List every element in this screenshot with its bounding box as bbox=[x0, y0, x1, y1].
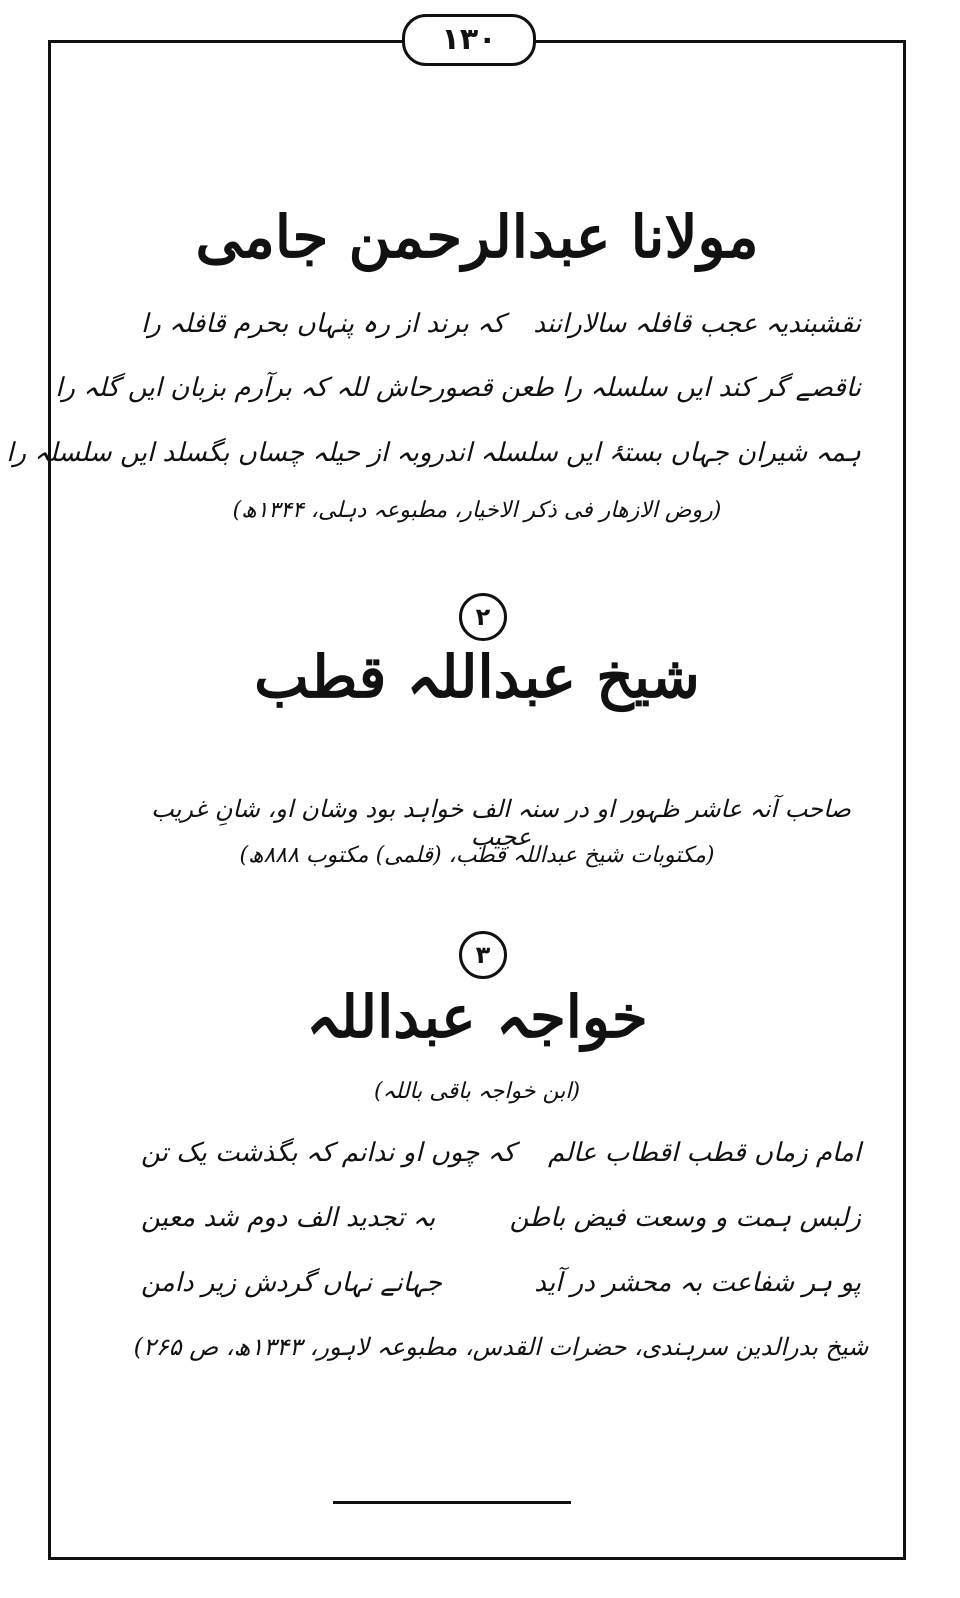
verse-hemistich-right: پو ہر شفاعت بہ محشر در آید bbox=[534, 1268, 861, 1298]
section-2-citation: (مکتوبات شیخ عبداللہ قطب، (قلمی) مکتوب ۸۸۸ھ) bbox=[239, 843, 715, 868]
verse-hemistich-right: امام زماں قطب اقطاب عالم bbox=[547, 1138, 861, 1168]
closing-divider bbox=[333, 1501, 571, 1504]
section-3-verse-2 bbox=[141, 1203, 861, 1247]
section-2-text: صاحب آنہ عاشر ظہور او در سنہ الف خواہد بود وشان او، شانِ غریب عجیب bbox=[151, 795, 851, 851]
verse-hemistich-left: کہ چوں او ندانم کہ بگذشت یک تن bbox=[141, 1138, 516, 1168]
section-1-citation: (روض الازھار فی ذکر الاخیار، مطبوعہ دہلی، ۱۳۴۴ھ) bbox=[232, 498, 722, 523]
page-number: ۱۳۰ bbox=[402, 14, 536, 66]
verse-hemistich-right: زلبس ہمت و وسعت فیض باطن bbox=[509, 1203, 861, 1233]
section-2-number: ۲ bbox=[459, 593, 507, 641]
section-3-verse-3 bbox=[141, 1268, 861, 1312]
page-frame bbox=[6, 40, 906, 1560]
section-3-number: ۳ bbox=[459, 931, 507, 979]
verse-hemistich-left: جہانے نہاں گردش زیر دامن bbox=[141, 1268, 442, 1298]
section-2-heading: شیخ عبداللہ قطب bbox=[254, 643, 700, 711]
section-1-heading: مولانا عبدالرحمن جامی bbox=[195, 203, 759, 271]
section-3-heading: خواجہ عبداللہ bbox=[306, 983, 648, 1051]
verse-hemistich-right: نقشبندیہ عجب قافلہ سالارانند bbox=[533, 309, 861, 339]
verse-hemistich-left: حاش للہ کہ برآرم بزبان ایں گلہ را bbox=[55, 373, 432, 403]
section-3-verse-1 bbox=[141, 1138, 861, 1182]
section-3-subtitle: (ابن خواجہ باقی باللہ) bbox=[373, 1079, 581, 1104]
verse-hemistich-left: کہ برند از رہ پنہاں بحرم قافلہ را bbox=[141, 309, 505, 339]
verse-hemistich-left: بہ تجدید الف دوم شد معین bbox=[141, 1203, 436, 1233]
verse-hemistich-right: ہمہ شیران جہاں بستۂ ایں سلسلہ اند bbox=[443, 438, 861, 468]
section-3-citation: شیخ بدرالدین سرہندی، حضرات القدس، مطبوعہ لاہور، ۱۳۴۳ھ، ص ۲۶۵) bbox=[133, 1333, 869, 1361]
section-1-verse-3 bbox=[6, 438, 861, 482]
section-1-verse-1 bbox=[141, 309, 861, 353]
verse-hemistich-right: ناقصے گر کند ایں سلسلہ را طعن قصور bbox=[431, 373, 861, 403]
verse-hemistich-left: روبہ از حیلہ چساں بگسلد ایں سلسلہ را bbox=[6, 438, 444, 468]
section-1-verse-2 bbox=[55, 373, 861, 417]
